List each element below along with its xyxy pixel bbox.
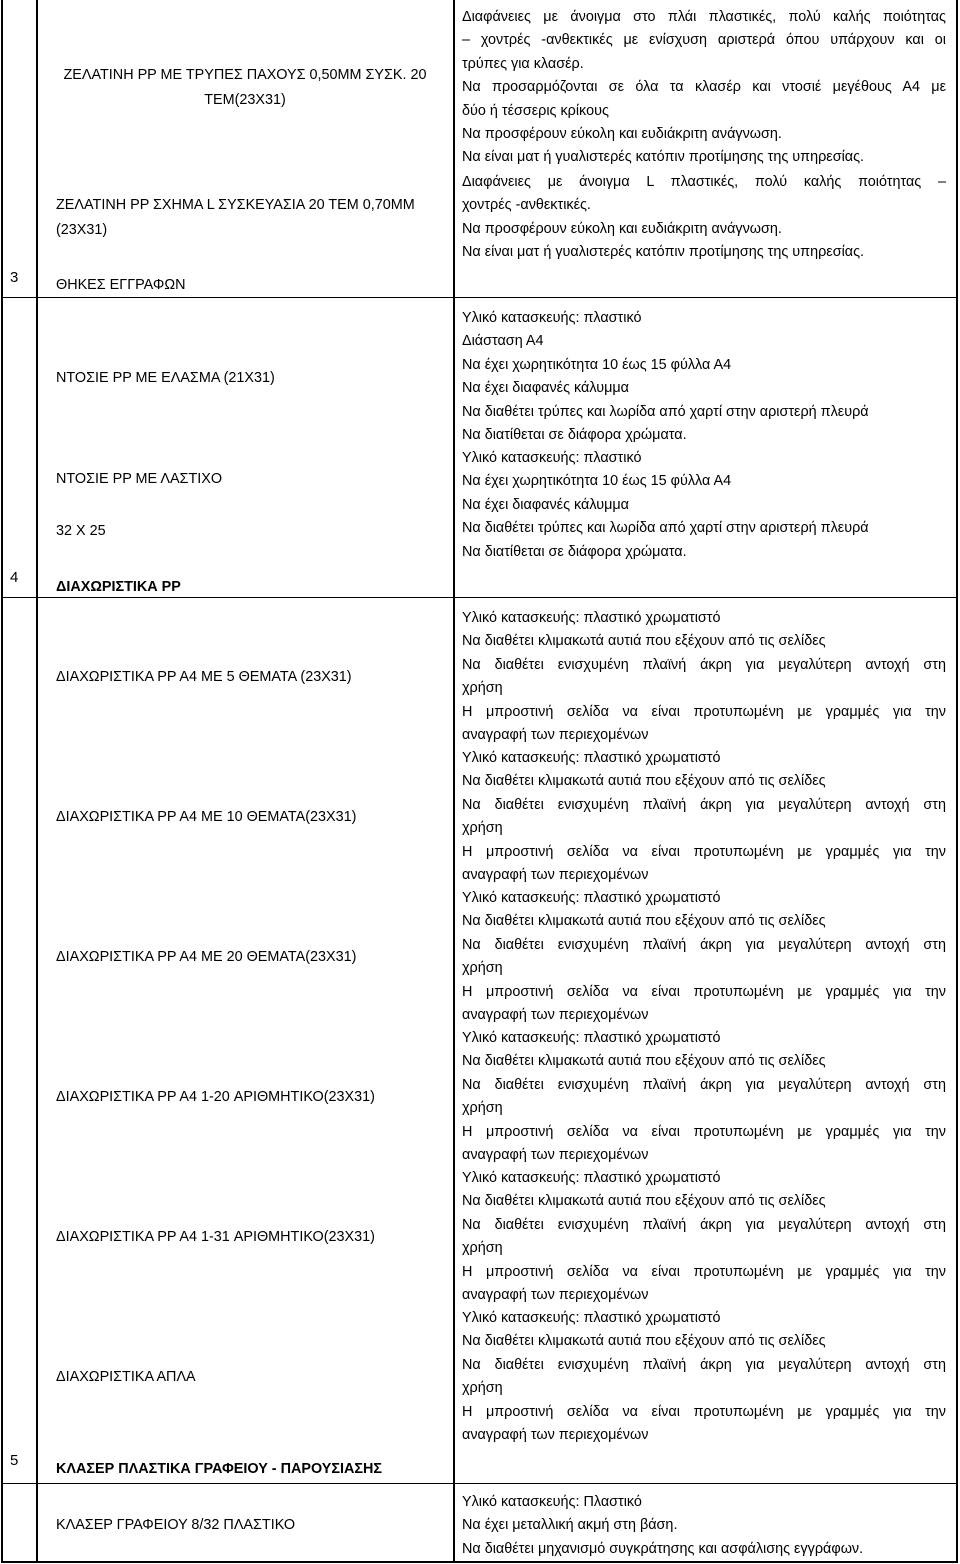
description-line: Η μπροστινή σελίδα να είναι προτυπωμένη με γραμμές για την: [462, 843, 946, 860]
description-line: Να διαθέτει τρύπες και λωρίδα από χαρτί στην αριστερή πλευρά: [462, 520, 869, 537]
category-title: ΚΛΑΣΕΡ ΠΛΑΣΤΙΚΑ ΓΡΑΦΕΙΟΥ - ΠΑΡΟΥΣΙΑΣΗΣ: [56, 1461, 383, 1477]
description-line: Να διαθέτει κλιμακωτά αυτιά που εξέχουν από τις σελίδες: [462, 1053, 826, 1070]
description-line: Υλικό κατασκευής: πλαστικό: [462, 310, 642, 326]
description-block: [462, 607, 946, 747]
description-line: αναγραφή των περιεχομένων: [462, 727, 649, 744]
column-divider-item: [453, 0, 455, 1562]
description-line: Να διαθέτει ενισχυμένη πλαϊνή άκρη για μεγαλύτερη αντοχή στη: [462, 1216, 946, 1233]
description-block: [462, 171, 946, 265]
description-line: Η μπροστινή σελίδα να είναι προτυπωμένη με γραμμές για την: [462, 703, 946, 720]
description-line: χρήση: [462, 1100, 503, 1117]
description-line: Υλικό κατασκευής: πλαστικό χρωματιστό: [462, 1310, 721, 1326]
item-name: ΚΛΑΣΕΡ ΓΡΑΦΕΙΟΥ 8/32 ΠΛΑΣΤΙΚΟ: [56, 1517, 296, 1533]
description-line: Διάσταση Α4: [462, 333, 544, 350]
item-name: ΔΙΑΧΩΡΙΣΤΙΚΑ PP A4 1-31 ΑΡΙΘΜΗΤΙΚΟ(23Χ31): [56, 1229, 375, 1245]
item-name: ΔΙΑΧΩΡΙΣΤΙΚΑ PP A4 ΜΕ 5 ΘΕΜΑΤΑ (23Χ31): [56, 669, 352, 685]
description-line: Να διατίθεται σε διάφορα χρώματα.: [462, 427, 687, 444]
item-name: ΔΙΑΧΩΡΙΣΤΙΚΑ PP A4 ΜΕ 20 ΘΕΜΑΤΑ(23Χ31): [56, 949, 357, 965]
description-line: Υλικό κατασκευής: πλαστικό χρωματιστό: [462, 1030, 721, 1046]
description-block: [462, 1167, 946, 1307]
description-line: χοντρές -ανθεκτικές.: [462, 197, 591, 214]
description-line: Να διαθέτει ενισχυμένη πλαϊνή άκρη για μεγαλύτερη αντοχή στη: [462, 936, 946, 953]
description-line: Να έχει διαφανές κάλυμμα: [462, 380, 629, 397]
description-line: Υλικό κατασκευής: πλαστικό χρωματιστό: [462, 1170, 721, 1186]
description-block: [462, 1307, 946, 1447]
description-line: Υλικό κατασκευής: πλαστικό: [462, 450, 642, 466]
description-line: – χοντρές -ανθεκτικές με ενίσχυση αριστερά όπου υπάρχουν και οι: [462, 32, 946, 49]
description-line: Να διαθέτει ενισχυμένη πλαϊνή άκρη για μεγαλύτερη αντοχή στη: [462, 1356, 946, 1373]
description-line: Να διαθέτει κλιμακωτά αυτιά που εξέχουν από τις σελίδες: [462, 773, 826, 790]
description-block: [462, 887, 946, 1027]
description-line: Να διαθέτει κλιμακωτά αυτιά που εξέχουν από τις σελίδες: [462, 633, 826, 650]
description-line: Υλικό κατασκευής: πλαστικό χρωματιστό: [462, 890, 721, 906]
description-line: αναγραφή των περιεχομένων: [462, 1007, 649, 1024]
description-line: Να διαθέτει κλιμακωτά αυτιά που εξέχουν από τις σελίδες: [462, 1333, 826, 1350]
table-border-bottom: [1, 1561, 958, 1563]
item-name: 32 Χ 25: [56, 523, 106, 539]
description-line: χρήση: [462, 960, 503, 977]
row-divider-5-6: [1, 1483, 958, 1484]
description-line: Υλικό κατασκευής: πλαστικό χρωματιστό: [462, 750, 721, 766]
description-line: Να διαθέτει ενισχυμένη πλαϊνή άκρη για μεγαλύτερη αντοχή στη: [462, 1076, 946, 1093]
description-block: [462, 307, 946, 447]
category-title: ΔΙΑΧΩΡΙΣΤΙΚΑ PP: [56, 579, 181, 595]
description-line: αναγραφή των περιεχομένων: [462, 1147, 649, 1164]
description-line: Υλικό κατασκευής: πλαστικό χρωματιστό: [462, 610, 721, 626]
description-line: Υλικό κατασκευής: Πλαστικό: [462, 1494, 642, 1510]
row-divider-3-4: [1, 297, 958, 298]
description-block: [462, 6, 946, 170]
item-name: ΖΕΛΑΤΙΝΗ PP ΣΧΗΜΑ L ΣΥΣΚΕΥΑΣΙΑ 20 ΤΕΜ 0,70ΜΜ: [56, 197, 415, 213]
description-block: [462, 447, 946, 564]
item-name: ΖΕΛΑΤΙΝΗ PP ΜΕ ΤΡΥΠΕΣ ΠΑΧΟΥΣ 0,50ΜΜ ΣΥΣΚ. 20: [63, 67, 427, 83]
description-line: χρήση: [462, 820, 503, 837]
description-line: αναγραφή των περιεχομένων: [462, 867, 649, 884]
item-name: ΝΤΟΣΙΕ PP ΜΕ ΕΛΑΣΜΑ (21Χ31): [56, 370, 275, 386]
description-line: Να προσαρμόζονται σε όλα τα κλασέρ και ντοσιέ μεγέθους Α4 με: [462, 79, 946, 96]
description-line: Να έχει μεταλλική ακμή στη βάση.: [462, 1517, 678, 1534]
description-line: χρήση: [462, 1240, 503, 1257]
description-line: αναγραφή των περιεχομένων: [462, 1287, 649, 1304]
row-number: 5: [10, 1452, 19, 1469]
description-line: χρήση: [462, 1380, 503, 1397]
description-line: δύο ή τέσσερις κρίκους: [462, 102, 609, 119]
item-name: ΝΤΟΣΙΕ PP ΜΕ ΛΑΣΤΙΧΟ: [56, 471, 223, 487]
description-block: [462, 1491, 946, 1561]
description-block: [462, 747, 946, 887]
description-line: Να είναι ματ ή γυαλιστερές κατόπιν προτίμησης της υπηρεσίας.: [462, 149, 865, 166]
description-line: Να διαθέτει τρύπες και λωρίδα από χαρτί στην αριστερή πλευρά: [462, 403, 869, 420]
description-line: Η μπροστινή σελίδα να είναι προτυπωμένη με γραμμές για την: [462, 1123, 946, 1140]
item-name: ΔΙΑΧΩΡΙΣΤΙΚΑ ΑΠΛΑ: [56, 1369, 196, 1385]
description-line: τρύπες για κλασέρ.: [462, 55, 584, 72]
row-number: 4: [10, 569, 19, 586]
description-line: Να διαθέτει ενισχυμένη πλαϊνή άκρη για μεγαλύτερη αντοχή στη: [462, 796, 946, 813]
description-line: Να διαθέτει κλιμακωτά αυτιά που εξέχουν από τις σελίδες: [462, 913, 826, 930]
description-line: Η μπροστινή σελίδα να είναι προτυπωμένη με γραμμές για την: [462, 983, 946, 1000]
item-name: ΔΙΑΧΩΡΙΣΤΙΚΑ PP A4 1-20 ΑΡΙΘΜΗΤΙΚΟ(23Χ31): [56, 1089, 375, 1105]
description-line: Διαφάνειες με άνοιγμα L πλαστικές, πολύ καλής ποιότητας –: [462, 174, 946, 190]
description-line: Η μπροστινή σελίδα να είναι προτυπωμένη με γραμμές για την: [462, 1263, 946, 1280]
description-line: Η μπροστινή σελίδα να είναι προτυπωμένη με γραμμές για την: [462, 1403, 946, 1420]
description-line: Να προσφέρουν εύκολη και ευδιάκριτη ανάγνωση.: [462, 220, 782, 237]
column-divider-number: [36, 0, 38, 1562]
category-title: ΘΗΚΕΣ ΕΓΓΡΑΦΩΝ: [56, 277, 186, 293]
description-line: Να διαθέτει κλιμακωτά αυτιά που εξέχουν από τις σελίδες: [462, 1193, 826, 1210]
description-line: Να διατίθεται σε διάφορα χρώματα.: [462, 543, 687, 560]
description-block: [462, 1027, 946, 1167]
description-line: Να είναι ματ ή γυαλιστερές κατόπιν προτίμησης της υπηρεσίας.: [462, 244, 865, 261]
description-line: Να διαθέτει μηχανισμό συγκράτησης και ασφάλισης εγγράφων.: [462, 1540, 864, 1557]
item-name: ΔΙΑΧΩΡΙΣΤΙΚΑ PP A4 ΜΕ 10 ΘΕΜΑΤΑ(23Χ31): [56, 809, 357, 825]
description-line: χρήση: [462, 680, 503, 697]
description-line: Διαφάνειες με άνοιγμα στο πλάι πλαστικές, πολύ καλής ποιότητας: [462, 9, 946, 25]
item-name: ΤΕΜ(23Χ31): [204, 92, 286, 108]
table-border-right: [956, 0, 958, 1562]
description-line: Να έχει χωρητικότητα 10 έως 15 φύλλα Α4: [462, 473, 732, 490]
description-line: Να διαθέτει ενισχυμένη πλαϊνή άκρη για μεγαλύτερη αντοχή στη: [462, 656, 946, 673]
description-line: Να προσφέρουν εύκολη και ευδιάκριτη ανάγνωση.: [462, 126, 782, 143]
description-line: αναγραφή των περιεχομένων: [462, 1427, 649, 1444]
row-number: 3: [10, 269, 19, 286]
description-line: Να έχει χωρητικότητα 10 έως 15 φύλλα Α4: [462, 356, 732, 373]
item-name: (23Χ31): [56, 222, 108, 238]
table-border-left: [1, 0, 3, 1562]
description-line: Να έχει διαφανές κάλυμμα: [462, 496, 629, 513]
